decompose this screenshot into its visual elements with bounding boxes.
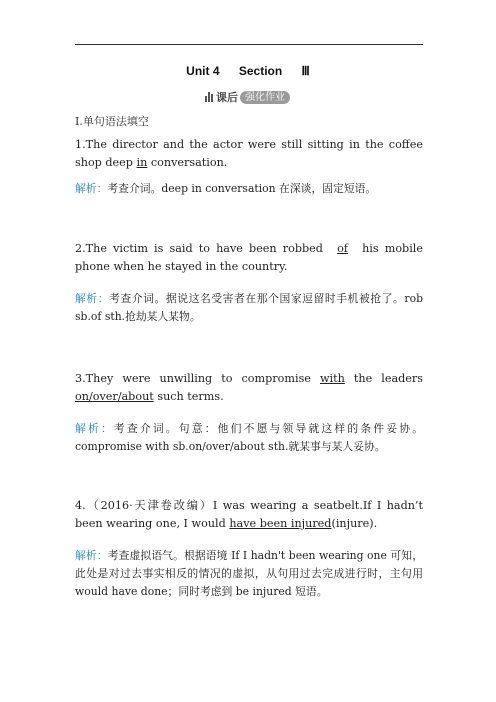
question-text: 3.They were unwilling to compromise <box>75 372 320 385</box>
section-number: Ⅲ <box>301 64 310 78</box>
question-text: 4.（2016·天津卷改编）I was wearing a seatbelt.If I hadn’t been wearing one, I would <box>75 499 423 530</box>
unit-label: Unit 4 <box>186 64 220 78</box>
section-heading: Ⅰ.单句语法填空 <box>75 115 149 128</box>
question-2 <box>75 240 423 276</box>
analysis-label: 解析： <box>75 549 108 562</box>
question-4 <box>75 497 423 533</box>
answer-blank: with <box>319 372 345 385</box>
analysis-label: 解析： <box>75 292 110 305</box>
answer-blank: of <box>337 242 348 255</box>
analysis-label: 解析： <box>75 422 114 435</box>
analysis-label: 解析： <box>75 182 108 195</box>
question-text: 2.The victim is said to have been robbed <box>75 242 330 255</box>
question-text: the leaders <box>344 372 423 385</box>
analysis-1 <box>75 180 423 198</box>
answer-blank: have been injured <box>229 517 332 530</box>
question-text: such terms. <box>153 390 224 403</box>
question-3 <box>75 370 423 406</box>
homework-badge <box>205 90 290 104</box>
question-text: 1.The director and the actor were still sitting in the coffee shop deep <box>75 138 423 169</box>
question-1 <box>75 136 423 172</box>
analysis-text: 考查介词。句意：他们不愿与领导就这样的条件妥协。compromise with sb.on/over/about sth.就某事与某人妥协。 <box>75 422 424 453</box>
answer-blank: on/over/about <box>75 390 154 403</box>
badge-text: 课后 <box>216 92 238 104</box>
analysis-text: 考查虚拟语气。根据语境 If I hadn't been wearing one 可知，此处是对过去事实相反的情况的虚拟，从句用过去完成进行时，主句用 would have done；同时考虑到 be injured 短语。 <box>75 549 424 598</box>
answer-blank: in <box>136 156 148 169</box>
analysis-3 <box>75 420 423 456</box>
analysis-text: 考查介词。deep in conversation 在深谈，固定短语。 <box>107 182 377 195</box>
analysis-4 <box>75 547 423 601</box>
question-text: conversation. <box>147 156 228 169</box>
badge-pill: 强化作业 <box>240 91 290 104</box>
bar-chart-icon <box>205 92 214 102</box>
question-text: (injure). <box>331 517 378 530</box>
section-label-word: Section <box>238 64 283 78</box>
question-text: his mobile phone when he stayed in the country. <box>75 242 423 273</box>
page-title <box>0 64 496 78</box>
analysis-text: 考查介词。据说这名受害者在那个国家逗留时手机被抢了。rob sb.of sth.抢劫某人某物。 <box>75 292 423 323</box>
analysis-2 <box>75 290 423 326</box>
header-rule <box>75 44 423 45</box>
